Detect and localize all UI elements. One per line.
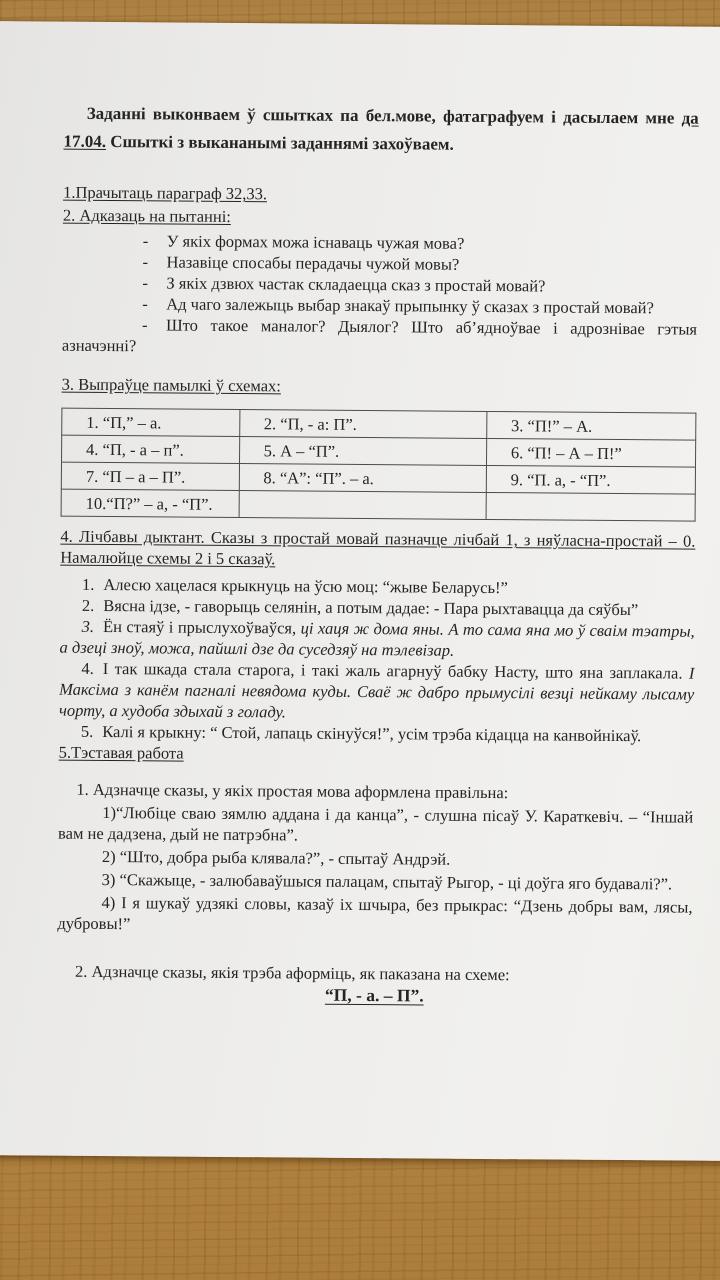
question-item-4: - Ад чаго залежыць выбар знакаў прыпынку ў сказах з простай мовай? <box>142 294 654 318</box>
document-content <box>0 21 720 1009</box>
table-cell: 7. “П – а – П”. <box>61 462 239 490</box>
question-item-3: - З якіх дзвюх частак складаецца сказ з простай мовай? <box>142 273 546 296</box>
document-page <box>0 21 720 1161</box>
table-cell: 5. А – “П”. <box>239 437 486 466</box>
sentence-number: 2. <box>81 595 95 615</box>
task-3-heading: 3. Выпраўце памылкі ў схемах: <box>61 374 281 396</box>
error-schemes-table <box>61 408 697 522</box>
dictation-sentence-1: 1. Алесю хацелася крыкнуць на ўсю моц: “жыве Беларусь!” <box>81 574 508 598</box>
dictation-sentence-4: 4. І так шкада стала старога, і такі жаль агарнуў бабку Насту, што яна заплакала. І Максіма з канём пагналі невядома куды. Сваё ж дабро прымусілі везці нейкаму лысаму чорту, а худоба здыхай з голаду. <box>58 658 695 722</box>
test-question-2: 2. Адзначце сказы, якія трэба аформіць, як паказана на схеме: <box>74 961 510 985</box>
task-1-heading: 1.Прачытаць параграф 32,33. <box>63 182 268 204</box>
header-text-end: Сшыткі з выкананымі заданнямі захоўваем. <box>105 131 454 154</box>
test-option-4: 4) І я шукаў удзякі словы, казаў іх шчыра, без прыкрас: “Дзень добры вам, лясы, дубровы!” <box>57 892 693 934</box>
test-option-1: 1)“Любіце сваю зямлю аддана і да канца”, - слушна пісаў У. Караткевіч. – “Іншай вам не дадзена, дый не патрэбна”. <box>58 802 694 845</box>
test-option-2: 2) “Што, добра рыба клявала?”, - спытаў Андрэй. <box>101 846 451 869</box>
table-cell: 9. “П. а, - “П”. <box>486 465 695 494</box>
dictation-sentence-2: 2. Вясна ідзе, - гаворыць селянін, а потым дадае: - Пара рыхтавацца да сяўбы” <box>81 595 639 620</box>
dash-bullet: - <box>142 231 149 251</box>
test-option-3: 3) “Скажыце, - залюбаваўшыся палацам, спытаў Рыгор, - ці доўга яго будавалі?”. <box>101 869 673 894</box>
table-cell: 4. “П, - а – п”. <box>62 435 240 463</box>
table-cell: 1. “П,” – а. <box>62 408 240 436</box>
table-cell <box>239 491 486 520</box>
question-item-5: - Што такое маналог? Дыялог? Што аб’ядноўвае і адрознівае гэтыя азначэнні? <box>61 315 698 356</box>
test-work-heading: 5.Тэставая работа <box>58 742 184 763</box>
deadline-date: да 17.04. <box>63 108 699 151</box>
assignment-header <box>63 100 698 161</box>
task-2-heading: 2. Адказаць на пытанні: <box>62 205 231 226</box>
dash-bullet: - <box>142 252 149 272</box>
table-cell: 8. “А”: “П”. – а. <box>239 464 486 493</box>
table-cell: 2. “П, - а: П”. <box>239 410 486 439</box>
dictation-sentence-5: 5. Калі я крыкну: “ Стой, лапаць скінуўся!”, усім трэба кідацца на канвойнікаў. <box>80 721 642 746</box>
table-cell: 10.“П?” – а, - “П”. <box>61 489 239 517</box>
question-item-1: - У якіх формах можа існаваць чужая мова? <box>142 231 465 253</box>
test-question-1-options <box>57 802 693 939</box>
header-text-start: Заданні выконваем ў сшытках па бел.мове, фатаграфуем і дасылаем мне <box>86 103 682 128</box>
dash-bullet: - <box>142 315 148 335</box>
dash-bullet: - <box>142 273 148 293</box>
questions-list <box>62 230 698 361</box>
sentence-number: 1. <box>81 574 95 594</box>
dictation-sentence-3: 3. Ён стаяў і прыслухоўваўся, ці хаця ж дома яны. А то сама яна мо ў сваім тэатры, а дзеці зноў, можа, пайшлі дзе да суседзяў на тэлевізар. <box>59 616 695 660</box>
sentence-number: 4. <box>81 658 94 678</box>
question-item-2: - Назавіце спосабы перадачы чужой мовы? <box>142 252 460 274</box>
table-cell: 3. “П!” – А. <box>486 411 695 440</box>
dash-bullet: - <box>142 294 148 314</box>
sentence-number: 5. <box>80 721 94 741</box>
table-cell: 6. “П! – А – П!” <box>486 438 695 467</box>
table-row <box>61 489 695 521</box>
sentence-number: 3. <box>81 616 95 636</box>
table-cell <box>486 492 695 521</box>
test-question-1: 1. Адзначце сказы, у якіх простая мова аформлена правільна: <box>76 779 509 803</box>
task-4-heading: 4. Лічбавы дыктант. Сказы з простай мовай пазначце лічбай 1, з няўласна-простай – 0. Намалюйце схемы 2 і 5 сказаў. <box>60 526 696 569</box>
scheme-formula: “П, - а. – П”. <box>324 984 424 1006</box>
dictation-sentences <box>59 574 695 747</box>
